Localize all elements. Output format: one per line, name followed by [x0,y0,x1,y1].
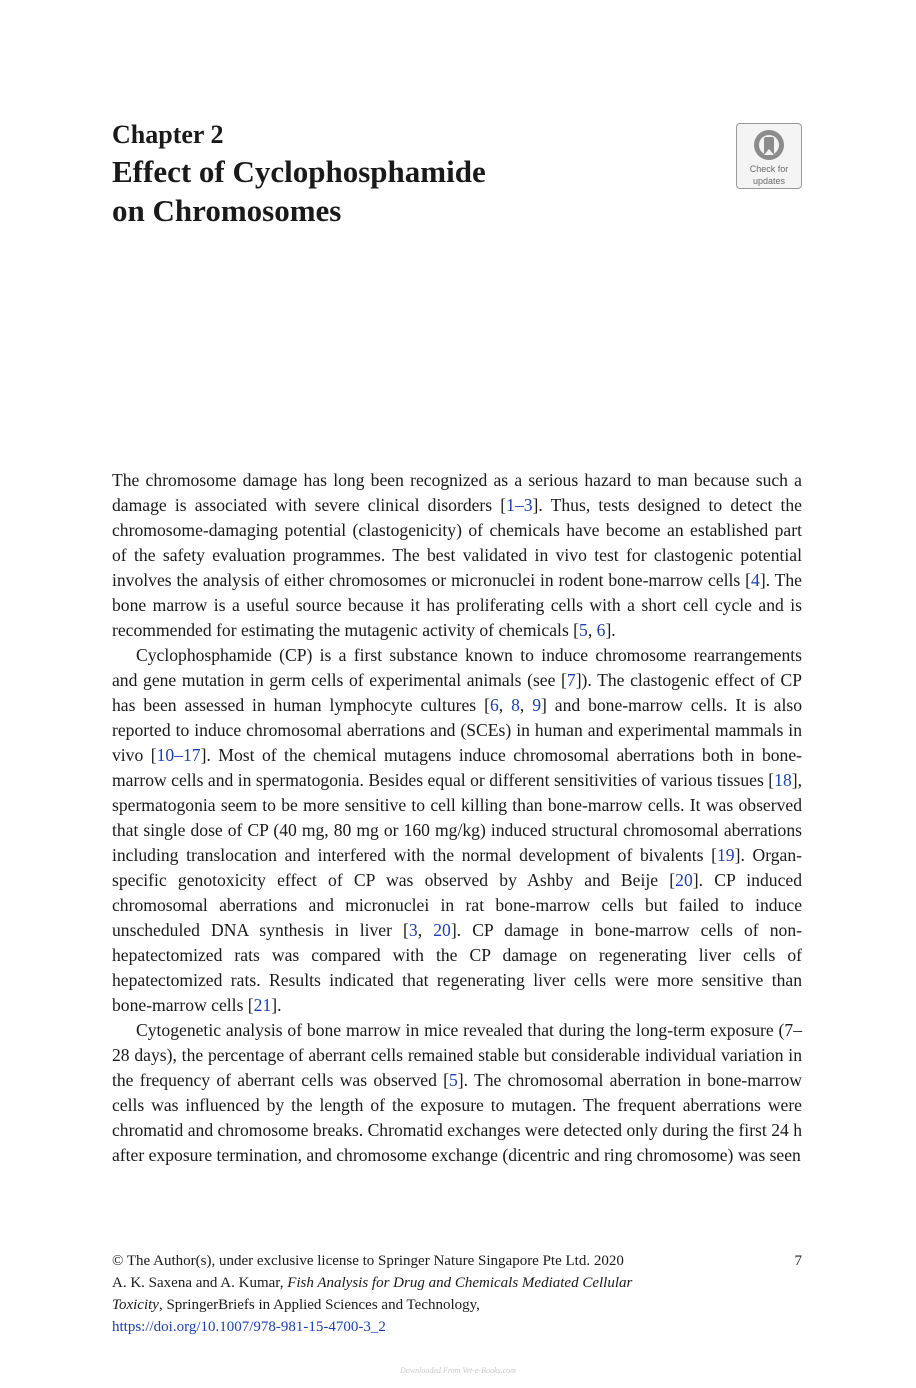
copyright-notice: © The Author(s), under exclusive license to Springer Nature Singapore Pte Ltd. 2020 [112,1253,624,1269]
citation-authors: A. K. Saxena and A. Kumar, [112,1275,288,1291]
citation-ref-link[interactable]: 19 [717,845,735,865]
page-number: 7 [794,1253,802,1269]
paragraph-text: ]. Thus, tests designed to detect the chromosome-damaging potential (clastogenicity) of chemicals have become an established part of the safety evaluation programmes. The best validated in vivo test for clastogenic potential involves the analysis of either chromosomes or micronuclei in rodent bone-marrow cells [ [112,495,802,590]
paragraph-text: , [417,920,434,940]
paragraph-text: ] and bone-marrow cells. It is also reported to induce chromosomal aberrations and (SCEs) in human and experimental mammals in vivo [ [112,695,803,765]
check-for-updates-badge[interactable] [736,123,802,189]
chapter-title-line-1: Effect of Cyclophosphamide [112,154,486,189]
check-for-updates-icon [752,128,786,162]
citation-ref-link[interactable]: 1–3 [506,495,533,515]
body-text [112,468,802,1168]
citation-book-title-part-1: Fish Analysis for Drug and Chemicals Mediated Cellular [287,1275,633,1291]
citation-line-2 [112,1294,802,1316]
paragraph-text: ]. The chromosomal aberration in bone-marrow cells was influenced by the length of the exposure to mutagen. The frequent aberrations were chromatid and chromosome breaks. Chromatid exchanges were detected only during the first 24 h after exposure termination, and chromosome exchange (dicentric and ring chromosome) was seen [112,1070,802,1165]
paragraph-text: , [519,695,533,715]
citation-ref-link[interactable]: 5 [449,1070,458,1090]
chapter-title [112,152,672,230]
doi-link[interactable]: https://doi.org/10.1007/978-981-15-4700-3_2 [112,1319,386,1335]
citation-ref-link[interactable]: 10–17 [156,745,201,765]
paragraph-text: Cyclophosphamide (CP) is a first substance known to induce chromosome rearrangements and gene mutation in germ cells of experimental animals (see [ [112,645,802,690]
paragraph-text: The chromosome damage has long been recognized as a serious hazard to man because such a damage is associated with severe clinical disorders [ [112,470,802,515]
citation-ref-link[interactable]: 18 [774,770,792,790]
paragraph-text: ]). The clastogenic effect of CP has been assessed in human lymphocyte cultures [ [112,670,802,715]
paragraph-2 [112,643,802,1018]
paragraph-3 [112,1018,802,1168]
chapter-label: Chapter 2 [112,120,224,149]
download-watermark: Downloaded From Vet-e-Books.com [400,1366,516,1375]
paragraph-text: ]. Most of the chemical mutagens induce chromosomal aberrations both in bone-marrow cells and in spermatogonia. Besides equal or different sensitivities of various tissues [ [112,745,803,790]
badge-label-line-2: updates [752,176,786,186]
citation-ref-link[interactable]: 6 [596,620,606,640]
citation-ref-link[interactable]: 5 [579,620,588,640]
citation-ref-link[interactable]: 3 [408,920,418,940]
paragraph-text: ]. [271,995,282,1015]
citation-ref-link[interactable]: 21 [253,995,272,1015]
citation-series: , SpringerBriefs in Applied Sciences and Technology, [158,1297,480,1313]
paragraph-text: , [587,620,597,640]
paragraph-text: ]. The bone marrow is a useful source because it has proliferating cells with a short cell cycle and is recommended for estimating the mutagenic activity of chemicals [ [112,570,802,640]
citation-ref-link[interactable]: 8 [511,695,520,715]
citation-book-title-part-2: Toxicity [112,1297,159,1313]
citation-ref-link[interactable]: 9 [532,695,541,715]
citation-line-1 [112,1272,802,1294]
citation-ref-link[interactable]: 7 [566,670,576,690]
chapter-title-line-2: on Chromosomes [112,193,342,228]
chapter-heading [112,118,672,230]
citation-ref-link[interactable]: 4 [751,570,760,590]
paragraph-text: Cytogenetic analysis of bone marrow in mice revealed that during the long-term exposure (7–28 days), the percentage of aberrant cells remained stable but considerable individual variation in the frequency of aberrant cells was observed [ [112,1020,802,1090]
paragraph-text: , [498,695,512,715]
badge-label-line-1: Check for [749,164,789,174]
citation-ref-link[interactable]: 20 [433,920,451,940]
citation-ref-link[interactable]: 6 [489,695,499,715]
paragraph-text: ]. Organ-specific genotoxicity effect of CP was observed by Ashby and Beije [ [112,845,802,890]
paragraph-text: ], spermatogonia seem to be more sensitive to cell killing than bone-marrow cells. It was observed that single dose of CP (40 mg, 80 mg or 160 mg/kg) induced structural chromosomal aberrations including translocation and interfered with the normal development of bivalents [ [112,770,802,865]
paragraph-1 [112,468,802,643]
paragraph-text: ]. [605,620,616,640]
paragraph-text: ]. CP induced chromosomal aberrations and micronuclei in rat bone-marrow cells but failed to induce unscheduled DNA synthesis in liver [ [112,870,802,940]
paragraph-text: ]. CP damage in bone-marrow cells of non-hepatectomized rats was compared with the CP damage on regenerating liver cells of hepatectomized rats. Results indicated that regenerating liver cells were more sensitive than bone-marrow cells [ [112,920,802,1015]
page-footer [112,1250,802,1338]
citation-ref-link[interactable]: 20 [675,870,693,890]
